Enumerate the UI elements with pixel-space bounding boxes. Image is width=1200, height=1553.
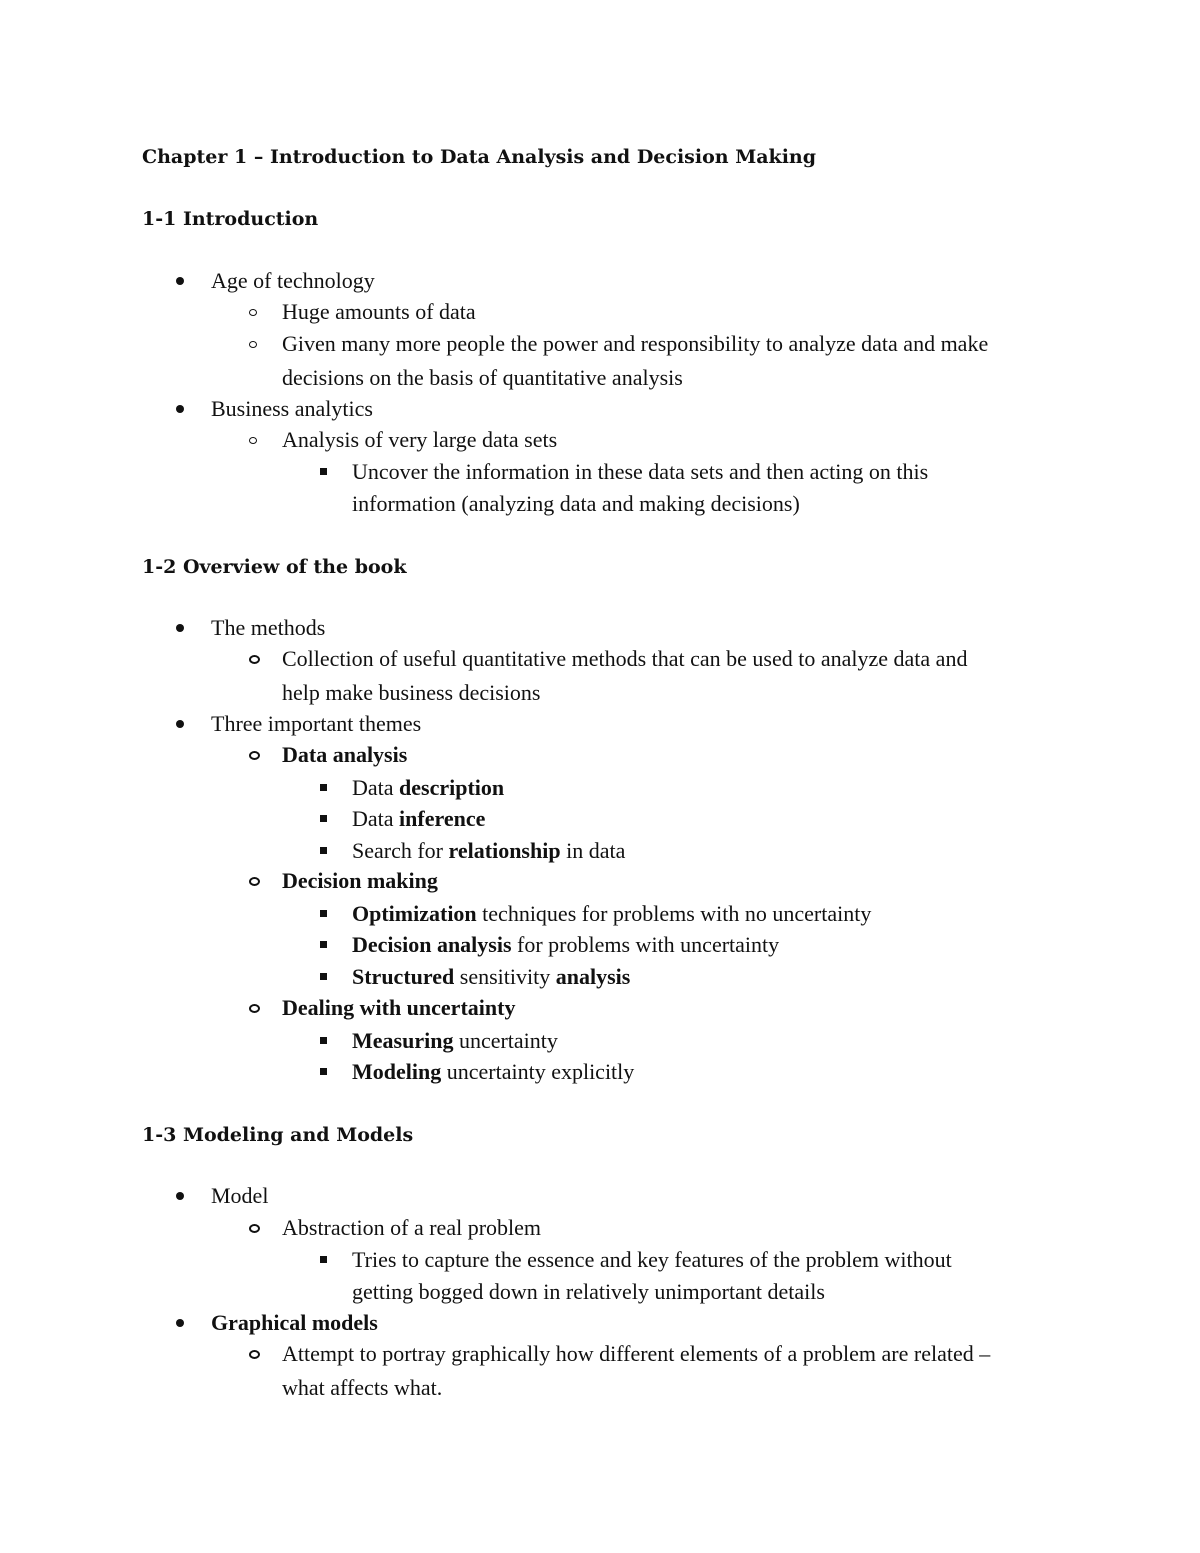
- disc-bullet-icon: [176, 1319, 184, 1327]
- bold-text: inference: [399, 806, 486, 831]
- list-item: Uncover the information in these data sets and then acting on this: [352, 459, 929, 484]
- circle-bullet-icon: [249, 341, 257, 348]
- disc-bullet-icon: [176, 1192, 184, 1200]
- list-item-graphical-models: Graphical models: [211, 1310, 378, 1335]
- bold-text: analysis: [555, 964, 631, 989]
- bold-text: relationship: [448, 838, 561, 863]
- square-bullet-icon: [320, 1068, 327, 1075]
- text: for problems with uncertainty: [517, 932, 780, 957]
- list-item: [352, 775, 504, 801]
- bold-text: Structured: [352, 964, 455, 989]
- list-item-continuation: help make business decisions: [282, 680, 541, 705]
- chapter-title: Chapter 1 – Introduction to Data Analysis and Decision Making: [142, 146, 817, 168]
- section-heading-1-2: 1-2 Overview of the book: [142, 556, 407, 578]
- text: Data: [352, 775, 394, 800]
- text: Data: [352, 806, 394, 831]
- list-item: [352, 806, 485, 832]
- list-item: Huge amounts of data: [282, 299, 476, 324]
- list-item: Given many more people the power and responsibility to analyze data and make: [282, 331, 989, 356]
- square-bullet-icon: [320, 973, 327, 980]
- square-bullet-icon: [320, 910, 327, 917]
- text: in data: [566, 838, 626, 863]
- square-bullet-icon: [320, 815, 327, 822]
- list-item: Attempt to portray graphically how different elements of a problem are related –: [282, 1341, 991, 1366]
- square-bullet-icon: [320, 1256, 327, 1263]
- circle-bullet-icon: [249, 437, 257, 444]
- square-bullet-icon: [320, 847, 327, 854]
- bold-text: Decision analysis: [352, 932, 512, 957]
- square-bullet-icon: [320, 1037, 327, 1044]
- square-bullet-icon: [320, 784, 327, 791]
- bold-text: Modeling: [352, 1059, 442, 1084]
- list-item: Business analytics: [211, 396, 373, 421]
- circle-bullet-icon: [249, 1004, 260, 1013]
- list-item-continuation: decisions on the basis of quantitative analysis: [282, 365, 683, 390]
- text: Search for: [352, 838, 444, 863]
- disc-bullet-icon: [176, 624, 184, 632]
- theme-data-analysis: Data analysis: [282, 742, 408, 767]
- list-item-continuation: getting bogged down in relatively unimportant details: [352, 1279, 825, 1304]
- list-item: [352, 1028, 558, 1054]
- circle-bullet-icon: [249, 309, 257, 316]
- text: sensitivity: [459, 964, 551, 989]
- list-item: [352, 1059, 634, 1085]
- circle-bullet-icon: [249, 877, 260, 886]
- list-item: [352, 964, 630, 990]
- text: techniques for problems with no uncertainty: [482, 901, 872, 926]
- list-item: Collection of useful quantitative methods that can be used to analyze data and: [282, 646, 968, 671]
- disc-bullet-icon: [176, 277, 184, 285]
- list-item: Three important themes: [211, 711, 422, 736]
- text: uncertainty: [458, 1028, 558, 1053]
- bold-text: description: [399, 775, 505, 800]
- theme-decision-making: Decision making: [282, 868, 438, 893]
- circle-bullet-icon: [249, 751, 260, 760]
- circle-bullet-icon: [249, 1350, 260, 1359]
- section-heading-1-1: 1-1 Introduction: [142, 208, 319, 230]
- list-item: The methods: [211, 615, 326, 640]
- list-item: Model: [211, 1183, 269, 1208]
- circle-bullet-icon: [249, 655, 260, 664]
- list-item: Tries to capture the essence and key features of the problem without: [352, 1247, 952, 1272]
- disc-bullet-icon: [176, 405, 184, 413]
- list-item: [352, 838, 625, 864]
- text: uncertainty explicitly: [446, 1059, 635, 1084]
- bold-text: Optimization: [352, 901, 477, 926]
- list-item: [352, 932, 779, 958]
- list-item: Abstraction of a real problem: [282, 1215, 542, 1240]
- list-item: [352, 901, 871, 927]
- bold-text: Measuring: [352, 1028, 454, 1053]
- list-item: Analysis of very large data sets: [282, 427, 558, 452]
- list-item-continuation: information (analyzing data and making decisions): [352, 491, 800, 516]
- list-item: Age of technology: [211, 268, 375, 293]
- square-bullet-icon: [320, 941, 327, 948]
- circle-bullet-icon: [249, 1224, 260, 1233]
- section-heading-1-3: 1-3 Modeling and Models: [142, 1124, 414, 1146]
- square-bullet-icon: [320, 468, 327, 475]
- list-item-continuation: what affects what.: [282, 1375, 443, 1400]
- disc-bullet-icon: [176, 720, 184, 728]
- theme-dealing-with-uncertainty: Dealing with uncertainty: [282, 995, 516, 1020]
